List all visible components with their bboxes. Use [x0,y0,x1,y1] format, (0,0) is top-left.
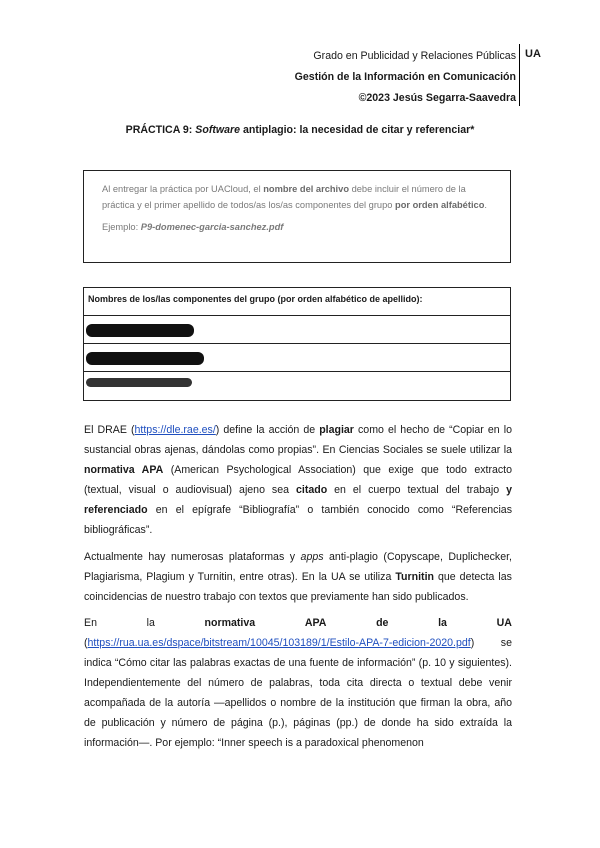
paragraph-antiplagiarism-tools: Actualmente hay numerosas plataformas y apps anti-plagio (Copyscape, Duplichecker, Plagiarisma, Plagium y Turnitin, entre otras). En la UA se utiliza Turnitin que detecta las coincidencias de nuestro trabajo con textos que previamente han sido publicados. [84,551,512,603]
course-name: Gestión de la Información en Comunicación [294,71,516,83]
group-members-table [83,287,511,401]
apa-guide-link[interactable]: https://rua.ua.es/dspace/bitstream/10045/103189/1/Estilo-APA-7-edicion-2020.pdf [87,637,471,649]
copyright-author: ©2023 Jesús Segarra-Saavedra [358,92,516,104]
paragraph-apa-citation: En la normativa APA de la UA (https://rua.ua.es/dspace/bitstream/10045/103189/1/Estilo-APA-7-edicion-2020.pdf) se indica “Cómo citar las palabras exactas de una fuente de información” (p. 10 y siguientes). Independientemente del número de palabras, toda cita directa o textual debe venir acompañada de la autoría —apellidos o nombre de la institución que firman la obra, año de publicación y número de página (p.), páginas (pp.) de donde ha sido extraída la información—. Por ejemplo: “Inner speech is a paradoxical phenomenon [84,613,512,753]
redaction-mark [86,352,204,365]
ua-logo: UA [525,48,541,60]
apa-first-line: En la normativa APA de la UA [84,617,512,629]
degree-name: Grado en Publicidad y Relaciones Públicas [313,50,516,62]
drae-link[interactable]: https://dle.rae.es/ [134,424,216,436]
header-divider [519,44,520,106]
member-row [84,344,510,372]
redaction-mark [86,378,192,387]
member-row [84,316,510,344]
submission-instructions: Al entregar la práctica por UACloud, el nombre del archivo debe incluir el número de la práctica y el primer apellido de todos/as los/as componentes del grupo por orden alfabético. [102,184,487,210]
paragraph-plagiarism-definition: El DRAE (https://dle.rae.es/) define la acción de plagiar como el hecho de “Copiar en lo sustancial obras ajenas, dándolas como propias”. En Ciencias Sociales se suele utilizar la normativa APA (American Psychological Association) que exige que todo extracto (textual, visual o audiovisual) ajeno sea citado en el cuerpo textual del trabajo y referenciado en el epígrafe “Bibliografía” o también conocido como “Referencias bibliográficas”. [84,424,513,536]
submission-note-box [83,170,511,263]
filename-example: Ejemplo: P9-domenec-garcia-sanchez.pdf [102,222,284,232]
page-title: PRÁCTICA 9: Software antiplagio: la necesidad de citar y referenciar* [125,124,475,136]
document-header [295,46,516,109]
member-row [84,372,510,400]
redaction-mark [86,324,194,337]
members-table-header: Nombres de los/las componentes del grupo (por orden alfabético de apellido): [84,288,510,316]
